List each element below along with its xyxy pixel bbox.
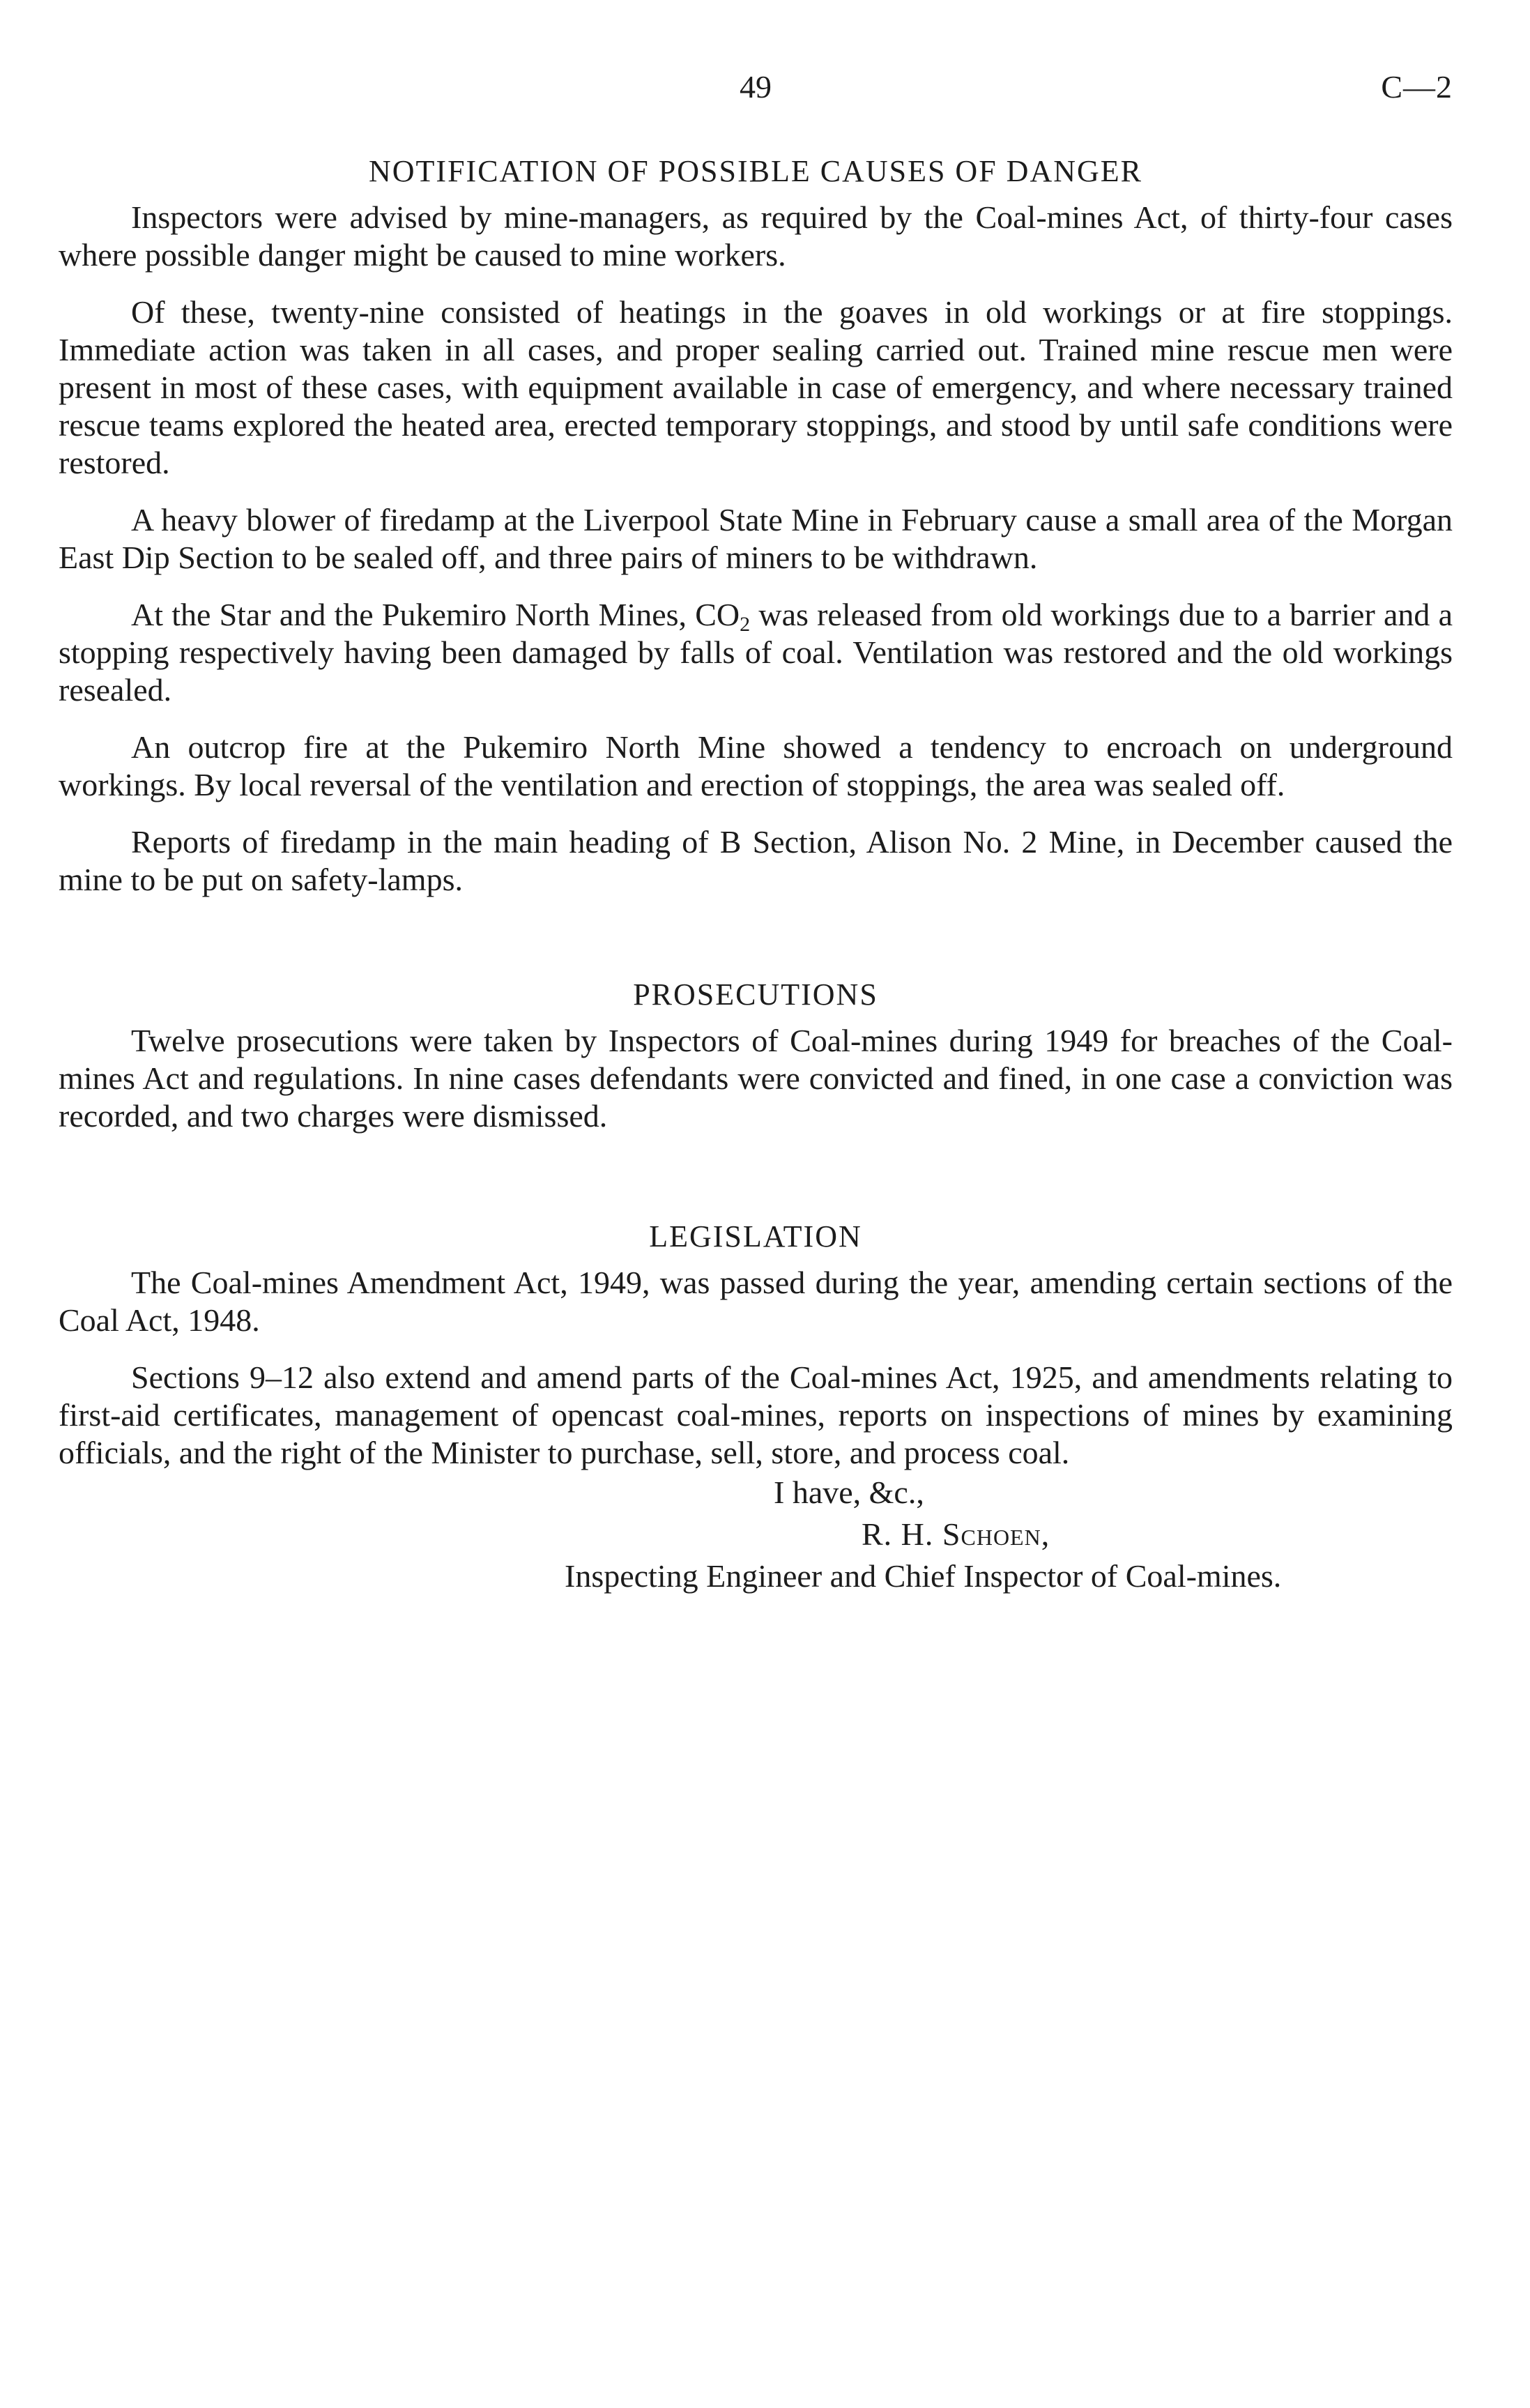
subscript: 2 bbox=[740, 613, 751, 636]
page-header bbox=[59, 68, 1453, 117]
section-heading-danger: NOTIFICATION OF POSSIBLE CAUSES OF DANGER bbox=[368, 154, 1142, 188]
paragraph: An outcrop fire at the Pukemiro North Mine showed a tendency to encroach on underground workings. By local reversal of the ventilation and erection of stoppings, the area was sealed off. bbox=[59, 729, 1453, 802]
section-danger bbox=[59, 153, 1453, 899]
signoff-block bbox=[59, 1472, 1453, 1597]
section-prosecutions bbox=[59, 977, 1453, 1135]
section-heading-prosecutions: PROSECUTIONS bbox=[633, 977, 878, 1012]
series-code: C—2 bbox=[1381, 69, 1453, 105]
spacer bbox=[59, 918, 1453, 977]
document-body bbox=[59, 153, 1453, 1597]
paragraph: Inspectors were advised by mine-managers, as required by the Coal-mines Act, of thirty-four cases where possible danger might be caused to mine workers. bbox=[59, 199, 1453, 273]
signoff-title: Inspecting Engineer and Chief Inspector of Coal-mines. bbox=[565, 1558, 1282, 1594]
page-number: 49 bbox=[740, 69, 772, 105]
paragraph: Of these, twenty-nine consisted of heatings in the goaves in old workings or at fire stoppings. Immediate action was taken in all cases, and proper sealing carried out. Trained mine rescue men were present in most of these cases, with equipment available in case of emergency, and where necessary trained rescue teams explored the heated area, erected temporary stoppings, and stood by until safe conditions were restored. bbox=[59, 294, 1453, 480]
signoff-closing: I have, &c., bbox=[774, 1474, 924, 1510]
paragraph-text: At the Star and the Pukemiro North Mines, CO bbox=[131, 597, 740, 632]
paragraph: Reports of firedamp in the main heading of B Section, Alison No. 2 Mine, in December caused the mine to be put on safety-lamps. bbox=[59, 824, 1453, 897]
paragraph: Sections 9–12 also extend and amend parts of the Coal-mines Act, 1925, and amendments relating to first-aid certificates, management of opencast coal-mines, reports on inspections of mines by examining officials, and the right of the Minister to purchase, sell, store, and process coal. bbox=[59, 1359, 1453, 1470]
paragraph: The Coal-mines Amendment Act, 1949, was passed during the year, amending certain sections of the Coal Act, 1948. bbox=[59, 1265, 1453, 1338]
section-heading-legislation: LEGISLATION bbox=[649, 1219, 862, 1253]
paragraph-co2 bbox=[59, 596, 1453, 709]
section-legislation bbox=[59, 1219, 1453, 1472]
signoff-name: R. H. Schoen, bbox=[862, 1516, 1050, 1552]
paragraph: A heavy blower of firedamp at the Liverpool State Mine in February cause a small area of the Morgan East Dip Section to be sealed off, and three pairs of miners to be withdrawn. bbox=[59, 502, 1453, 575]
paragraph: Twelve prosecutions were taken by Inspectors of Coal-mines during 1949 for breaches of the Coal-mines Act and regulations. In nine cases defendants were convicted and fined, in one case a conviction was recorded, and two charges were dismissed. bbox=[59, 1023, 1453, 1134]
spacer bbox=[59, 1155, 1453, 1219]
paragraph-text: was released from old workings due to a barrier and a stopping respectively having been damaged by falls of coal. Ventilation was restored and the old workings resealed. bbox=[59, 597, 1453, 708]
